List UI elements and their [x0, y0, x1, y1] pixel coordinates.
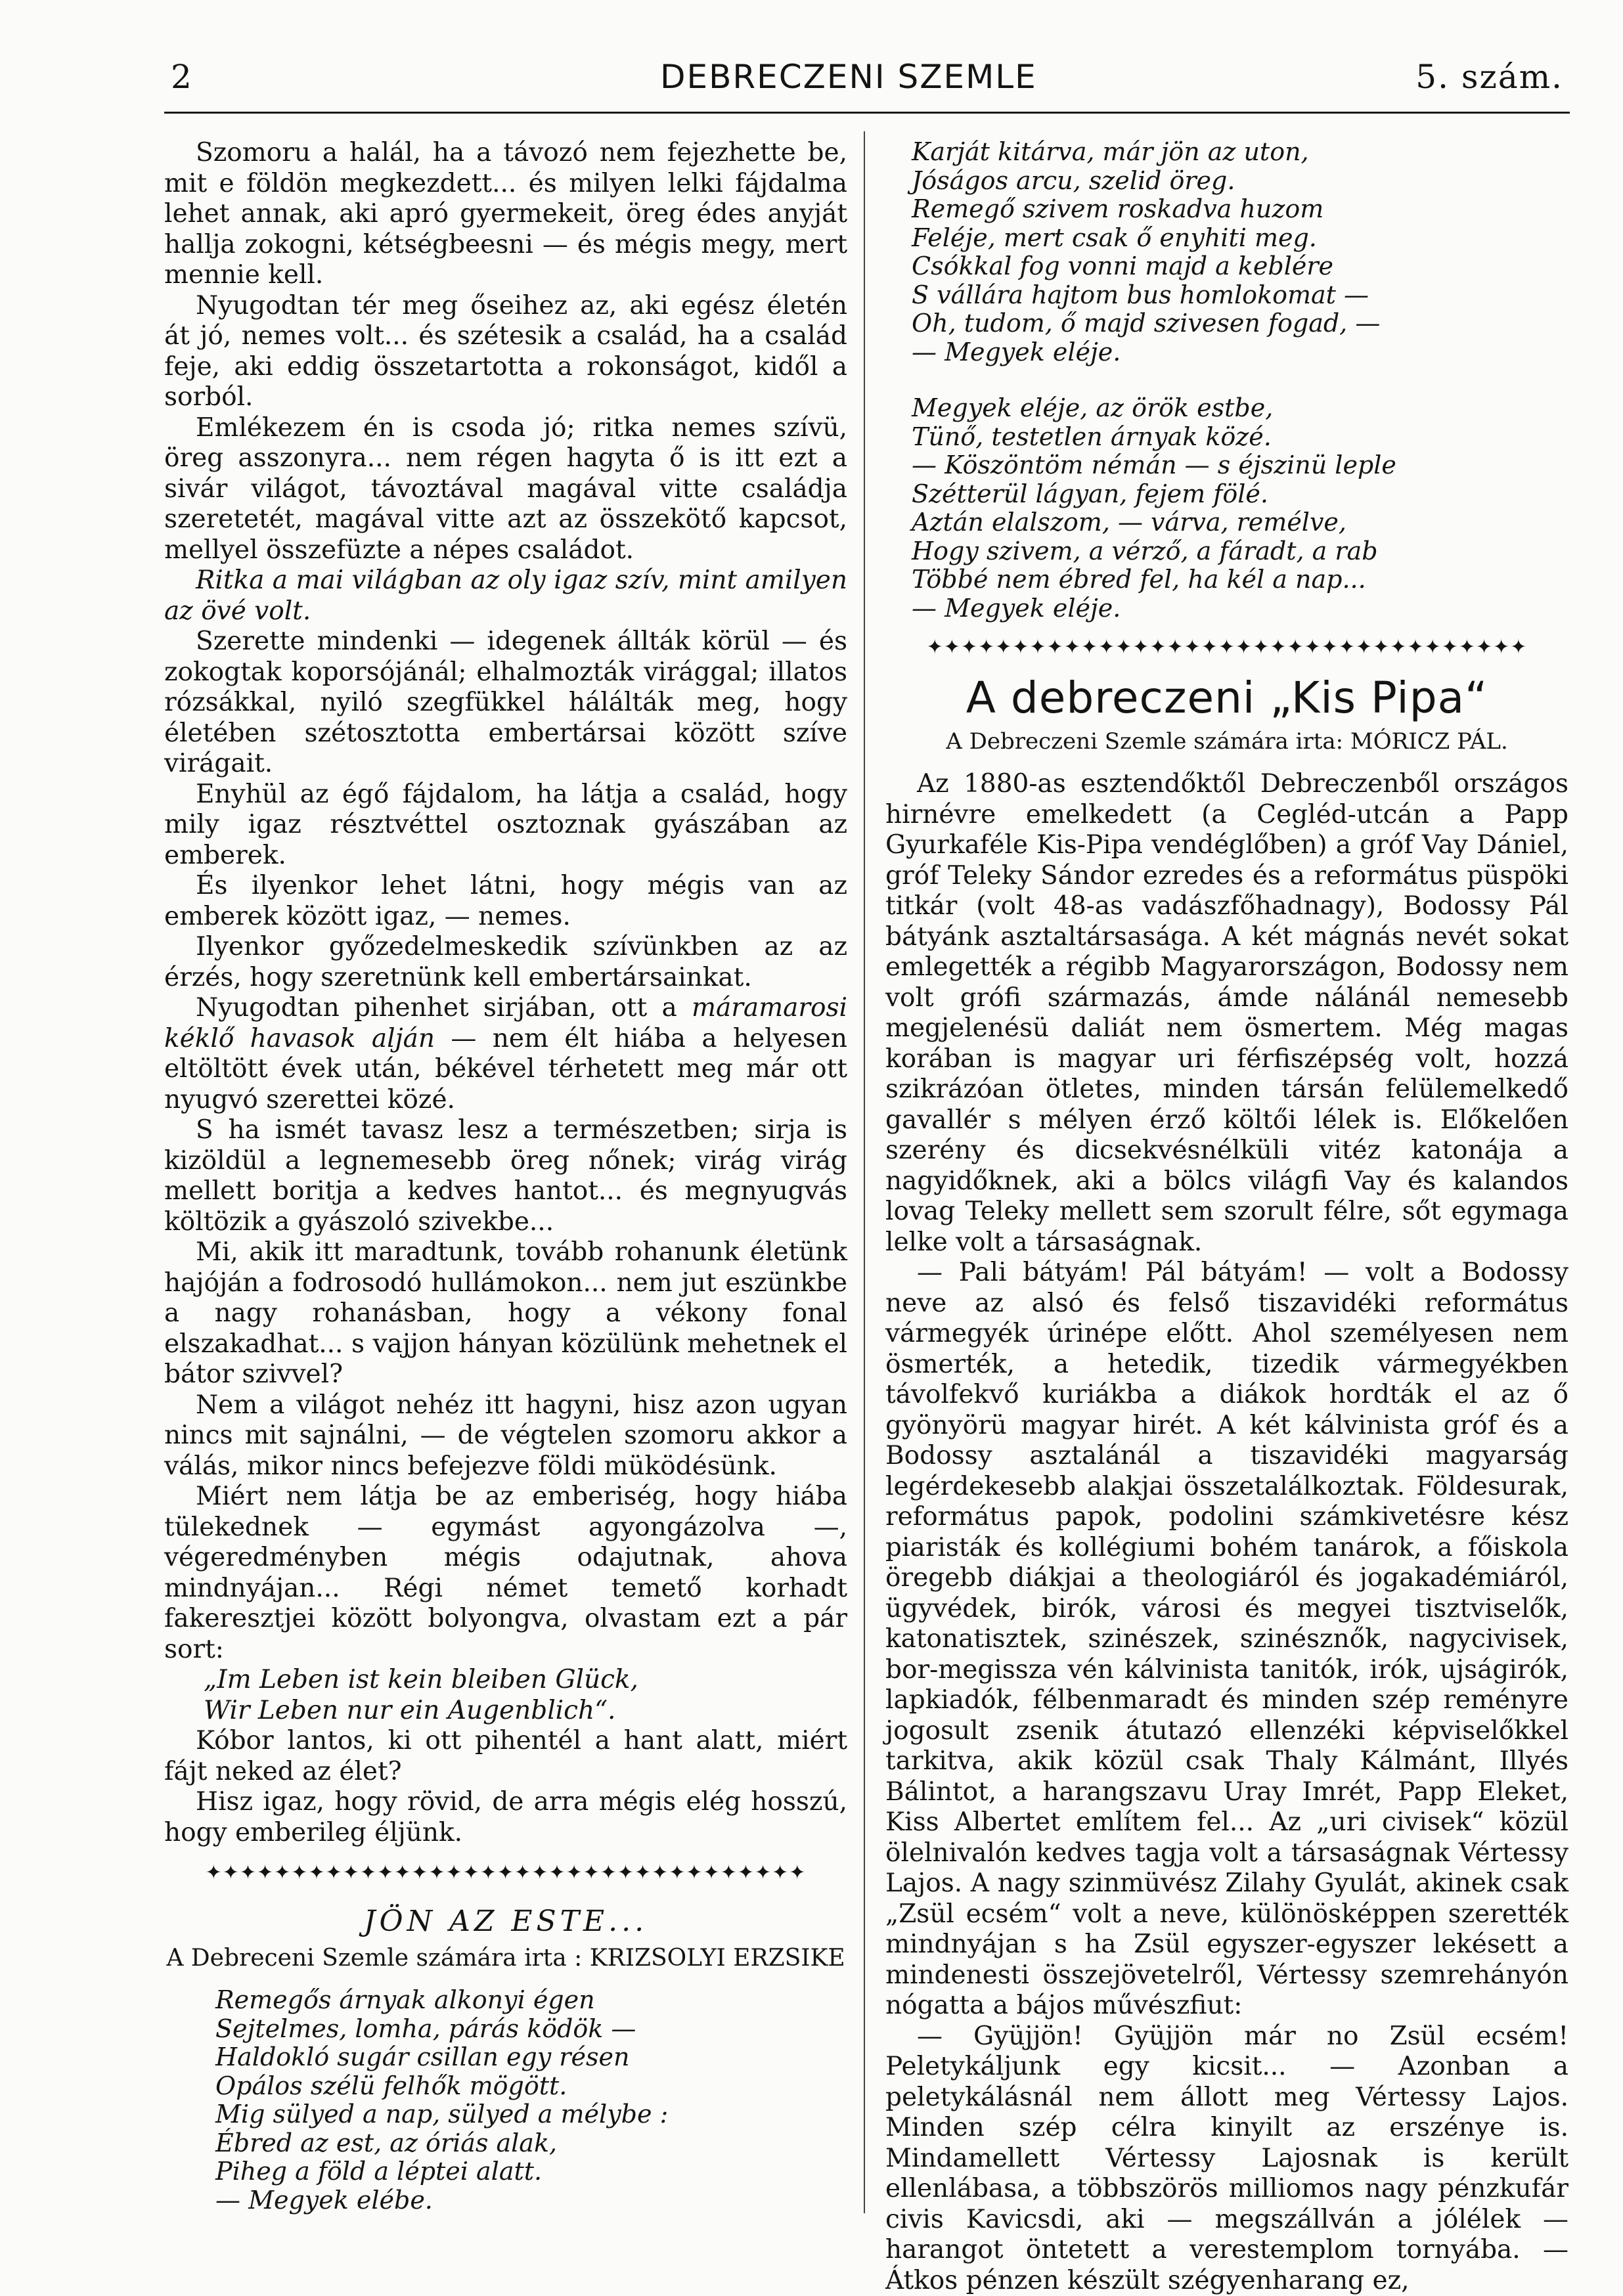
ornament-separator: ✦✦✦✦✦✦✦✦✦✦✦✦✦✦✦✦✦✦✦✦✦✦✦✦✦✦✦✦✦✦✦✦✦✦✦: [885, 634, 1568, 661]
poem-line: S vállára hajtom bus homlokomat —: [912, 281, 1568, 310]
paragraph: Ilyenkor győzedelmeskedik szívünkben az az érzés, hogy szeretnünk kell embertársainkat.: [164, 932, 847, 993]
paragraph: Miért nem látja be az emberiség, hogy hiába tülekednek — egymást agyongázolva —, végeredményben mégis odajutnak, ahova mindnyájan... Régi német temető korhadt fakeresztjei között bolyongva, olvastam ezt a pár sort:: [164, 1482, 847, 1665]
right-column: [885, 138, 1568, 2296]
poem-stanza: [164, 1986, 847, 2215]
article-paragraph: Az 1880-as esztendőktől Debreczenből országos hirnévre emelkedett (a Cegléd-utcán a Papp Gyurkaféle Kis-Pipa vendéglőben) a gróf Vay Dániel, gróf Teleky Sándor ezredes és a református püspöki titkár (volt 48-as vadászfőhadnagy), Bodossy Pál bátyánk asztaltársasága. A két mágnás nevét sokat emlegették a régibb Magyarországon, Bodossy nem volt grófi származás, ámde nálánál nemesebb megjelenésü daliát nem ösmertem. Még magas korában is magyar uri férfiszépség volt, hozzá szikrázóan ötletes, minden társán felülemelkedő gavallér s mélyen érző költői lélek is. Előkelően szerény és dicsekvésnélküli vitéz katonája a nagyidőknek, aki a bölcs világfi Vay és kalandos lovag Teleky mellett sem szorult félre, sőt egymaga lelke volt a társaságnak.: [885, 769, 1568, 1258]
text-run: — nem élt hiába a helyesen eltöltött évek után, békével térhetett meg már ott nyugvó szerettei közé.: [164, 1024, 847, 1115]
poem-stanza: [885, 138, 1568, 623]
italic-paragraph: Ritka a mai világban az oly igaz szív, mint amilyen az övé volt.: [164, 565, 847, 627]
paragraph: És ilyenkor lehet látni, hogy mégis van az emberek között igaz, — nemes.: [164, 871, 847, 932]
poem-byline: A Debreceni Szemle számára irta : KRIZSOLYI ERZSIKE: [164, 1945, 847, 1972]
poem-line: Oh, tudom, ő majd szivesen fogad, —: [912, 309, 1568, 338]
page-number: 2: [171, 58, 193, 96]
poem-line: — Köszöntöm némán — s éjszinü leple: [912, 451, 1568, 480]
poem-line: Opálos szélü felhők mögött.: [215, 2072, 847, 2101]
poem-line: Karját kitárva, már jön az uton,: [912, 138, 1568, 167]
poem-line: Remegő szivem roskadva huzom: [912, 195, 1568, 224]
poem-line: — Megyek elébe.: [215, 2186, 847, 2215]
poem-line: Megyek eléje, az örök estbe,: [912, 394, 1568, 423]
paragraph: Hisz igaz, hogy rövid, de arra mégis elég hosszú, hogy emberileg éljünk.: [164, 1787, 847, 1848]
poem-line: Csókkal fog vonni majd a keblére: [912, 252, 1568, 281]
poem-line: Ébred az est, az óriás alak,: [215, 2129, 847, 2158]
paragraph: Mi, akik itt maradtunk, tovább rohanunk életünk hajóján a fodrosodó hullámokon... nem jut eszünkbe a nagy rohanásban, hogy a vékony fonal elszakadhat... s vajjon hányan közülünk mehetnek el bátor szivvel?: [164, 1237, 847, 1390]
left-column: [164, 138, 847, 2215]
page-header: [164, 58, 1570, 104]
poem-line: Sejtelmes, lomha, párás ködök —: [215, 2015, 847, 2044]
poem-line: Remegős árnyak alkonyi égen: [215, 1986, 847, 2015]
ornament-separator: ✦✦✦✦✦✦✦✦✦✦✦✦✦✦✦✦✦✦✦✦✦✦✦✦✦✦✦✦✦✦✦✦✦✦✦: [164, 1860, 847, 1886]
poem-line: — Megyek eléje.: [912, 338, 1568, 367]
paragraph: Enyhül az égő fájdalom, ha látja a család, hogy mily igaz résztvéttel osztoznak gyászában az emberek.: [164, 780, 847, 872]
article-paragraph: — Gyüjjön! Gyüjjön már no Zsül ecsém! Peletykáljunk egy kicsit... — Azonban a peletykálásnál nem állott meg Vértessy Lajos. Minden szép célra kinyilt az erszénye is. Mindamellett Vértessy Lajosnak is került ellenlábasa, a többszörös milliomos nagy pénzkufár civis Kavicsdi, aki — megszállván a jólélek — harangot öntetett a verestemplom tornyába. — Átkos pénzen készült szégyenharang ez,: [885, 2021, 1568, 2296]
poem-line: Feléje, mert csak ő enyhiti meg.: [912, 224, 1568, 253]
poem-line: Aztán elalszom, — várva, remélve,: [912, 508, 1568, 537]
journal-title: DEBRECZENI SZEMLE: [660, 58, 1037, 96]
quote-line: „Im Leben ist kein bleiben Glück,: [164, 1665, 847, 1696]
poem-line: — Megyek eléje.: [912, 594, 1568, 623]
italic-run: máramarosi kéklő havasok alján: [164, 993, 847, 1053]
article-title: A debreczeni „Kis Pipa“: [885, 673, 1568, 723]
article-paragraph: — Pali bátyám! Pál bátyám! — volt a Bodossy neve az alsó és felső tiszavidéki református vármegyék úrinépe előtt. Ahol személyesen nem ösmerték, a hetedik, tizedik vármegyékben távolfekvő kuriákba a diákok hordták el az ő gyönyörü magyar hirét. A két kálvinista gróf és a Bodossy asztalánál a tiszavidéki magyarság legérdekesebb alakjai összetalálkoztak. Földesurak, református papok, podolini számkivetésre kész piaristák és kollégiumi bohém tanárok, a főiskola öregebb diákjai a theologiáról és jogakadémiáról, ügyvédek, birók, városi és megyei tisztviselők, katonatisztek, szinészek, szinésznők, nagycivisek, bor-megissza vén kálvinista tanitók, irók, ujságirók, lapkiadók, félbenmaradt és minden szép reményre jogosult zsenik átutazó ellenzéki képviselőkkel tarkitva, akik közül csak Thaly Kálmánt, Illyés Bálintot, a harangszavu Uray Imrét, Papp Eleket, Kiss Albertet említem fel... Az „uri civisek“ közül ölelnivalón kedves tagja volt a társaságnak Vértessy Lajos. A nagy szinmüvész Zilahy Gyulát, akinek csak „Zsül ecsém“ volt a neve, különösképpen szerették mindnyájan s ha Zsül egyszer-egyszer lekésett a mindenesti összejövetelről, Vértessy szemrehányón nógatta a bájos művészfiut:: [885, 1258, 1568, 2021]
stanza-gap: [912, 366, 1568, 394]
paragraph: Szerette mindenki — idegenek állták körül — és zokogtak koporsójánál; elhalmozták virággal; illatos rózsákkal, nyiló szegfükkel hálálták meg, hogy életében szétosztotta embertársai között szíve virágait.: [164, 627, 847, 780]
paragraph: Emlékezem én is csoda jó; ritka nemes szívü, öreg asszonyra... nem régen hagyta ő is itt ezt a sivár világot, távoztával magával vitte családja szeretetét, magával vitte azt az összekötő kapcsot, mellyel összefüzte a népes családot.: [164, 413, 847, 566]
paragraph: Kóbor lantos, ki ott pihentél a hant alatt, miért fájt neked az élet?: [164, 1726, 847, 1787]
quote-line: Wir Leben nur ein Augenblich“.: [164, 1696, 847, 1727]
paragraph: Szomoru a halál, ha a távozó nem fejezhette be, mit e földön megkezdett... és milyen lelki fájdalma lehet annak, aki apró gyermekeit, öreg édes anyját hallja zokogni, kétségbeesni — és mégis megy, mert mennie kell.: [164, 138, 847, 291]
poem-line: Tünő, testetlen árnyak közé.: [912, 423, 1568, 452]
issue-number: 5. szám.: [1415, 58, 1563, 96]
article-byline: A Debreczeni Szemle számára irta: MÓRICZ PÁL.: [885, 728, 1568, 755]
poem-line: Piheg a föld a léptei alatt.: [215, 2157, 847, 2186]
german-quote: [164, 1665, 847, 1726]
column-divider: [864, 131, 865, 2213]
poem-line: Többé nem ébred fel, ha kél a nap...: [912, 565, 1568, 594]
poem-line: Haldokló sugár csillan egy résen: [215, 2043, 847, 2072]
paragraph: Nyugodtan tér meg őseihez az, aki egész életén át jó, nemes volt... és szétesik a család, ha a család feje, aki eddig összetartotta a rokonságot, kidől a sorból.: [164, 291, 847, 413]
paragraph: Nem a világot nehéz itt hagyni, hisz azon ugyan nincs mit sajnálni, — de végtelen szomoru akkor a válás, mikor nincs befejezve földi müködésünk.: [164, 1390, 847, 1482]
poem-line: Szétterül lágyan, fejem fölé.: [912, 480, 1568, 509]
paragraph: [164, 993, 847, 1115]
poem-line: Mig sülyed a nap, sülyed a mélybe :: [215, 2100, 847, 2129]
poem-line: Hogy szivem, a vérző, a fáradt, a rab: [912, 537, 1568, 566]
paragraph: S ha ismét tavasz lesz a természetben; sirja is kizöldül a legnemesebb öreg nőnek; virág virág mellett boritja a kedves hantot... és megnyugvás költözik a gyászoló szivekbe...: [164, 1115, 847, 1237]
poem-title: JÖN AZ ESTE...: [164, 1905, 847, 1938]
header-rule: [164, 112, 1570, 114]
poem-line: Jóságos arcu, szelid öreg.: [912, 167, 1568, 196]
text-run: Nyugodtan pihenhet sirjában, ott a: [196, 993, 692, 1023]
